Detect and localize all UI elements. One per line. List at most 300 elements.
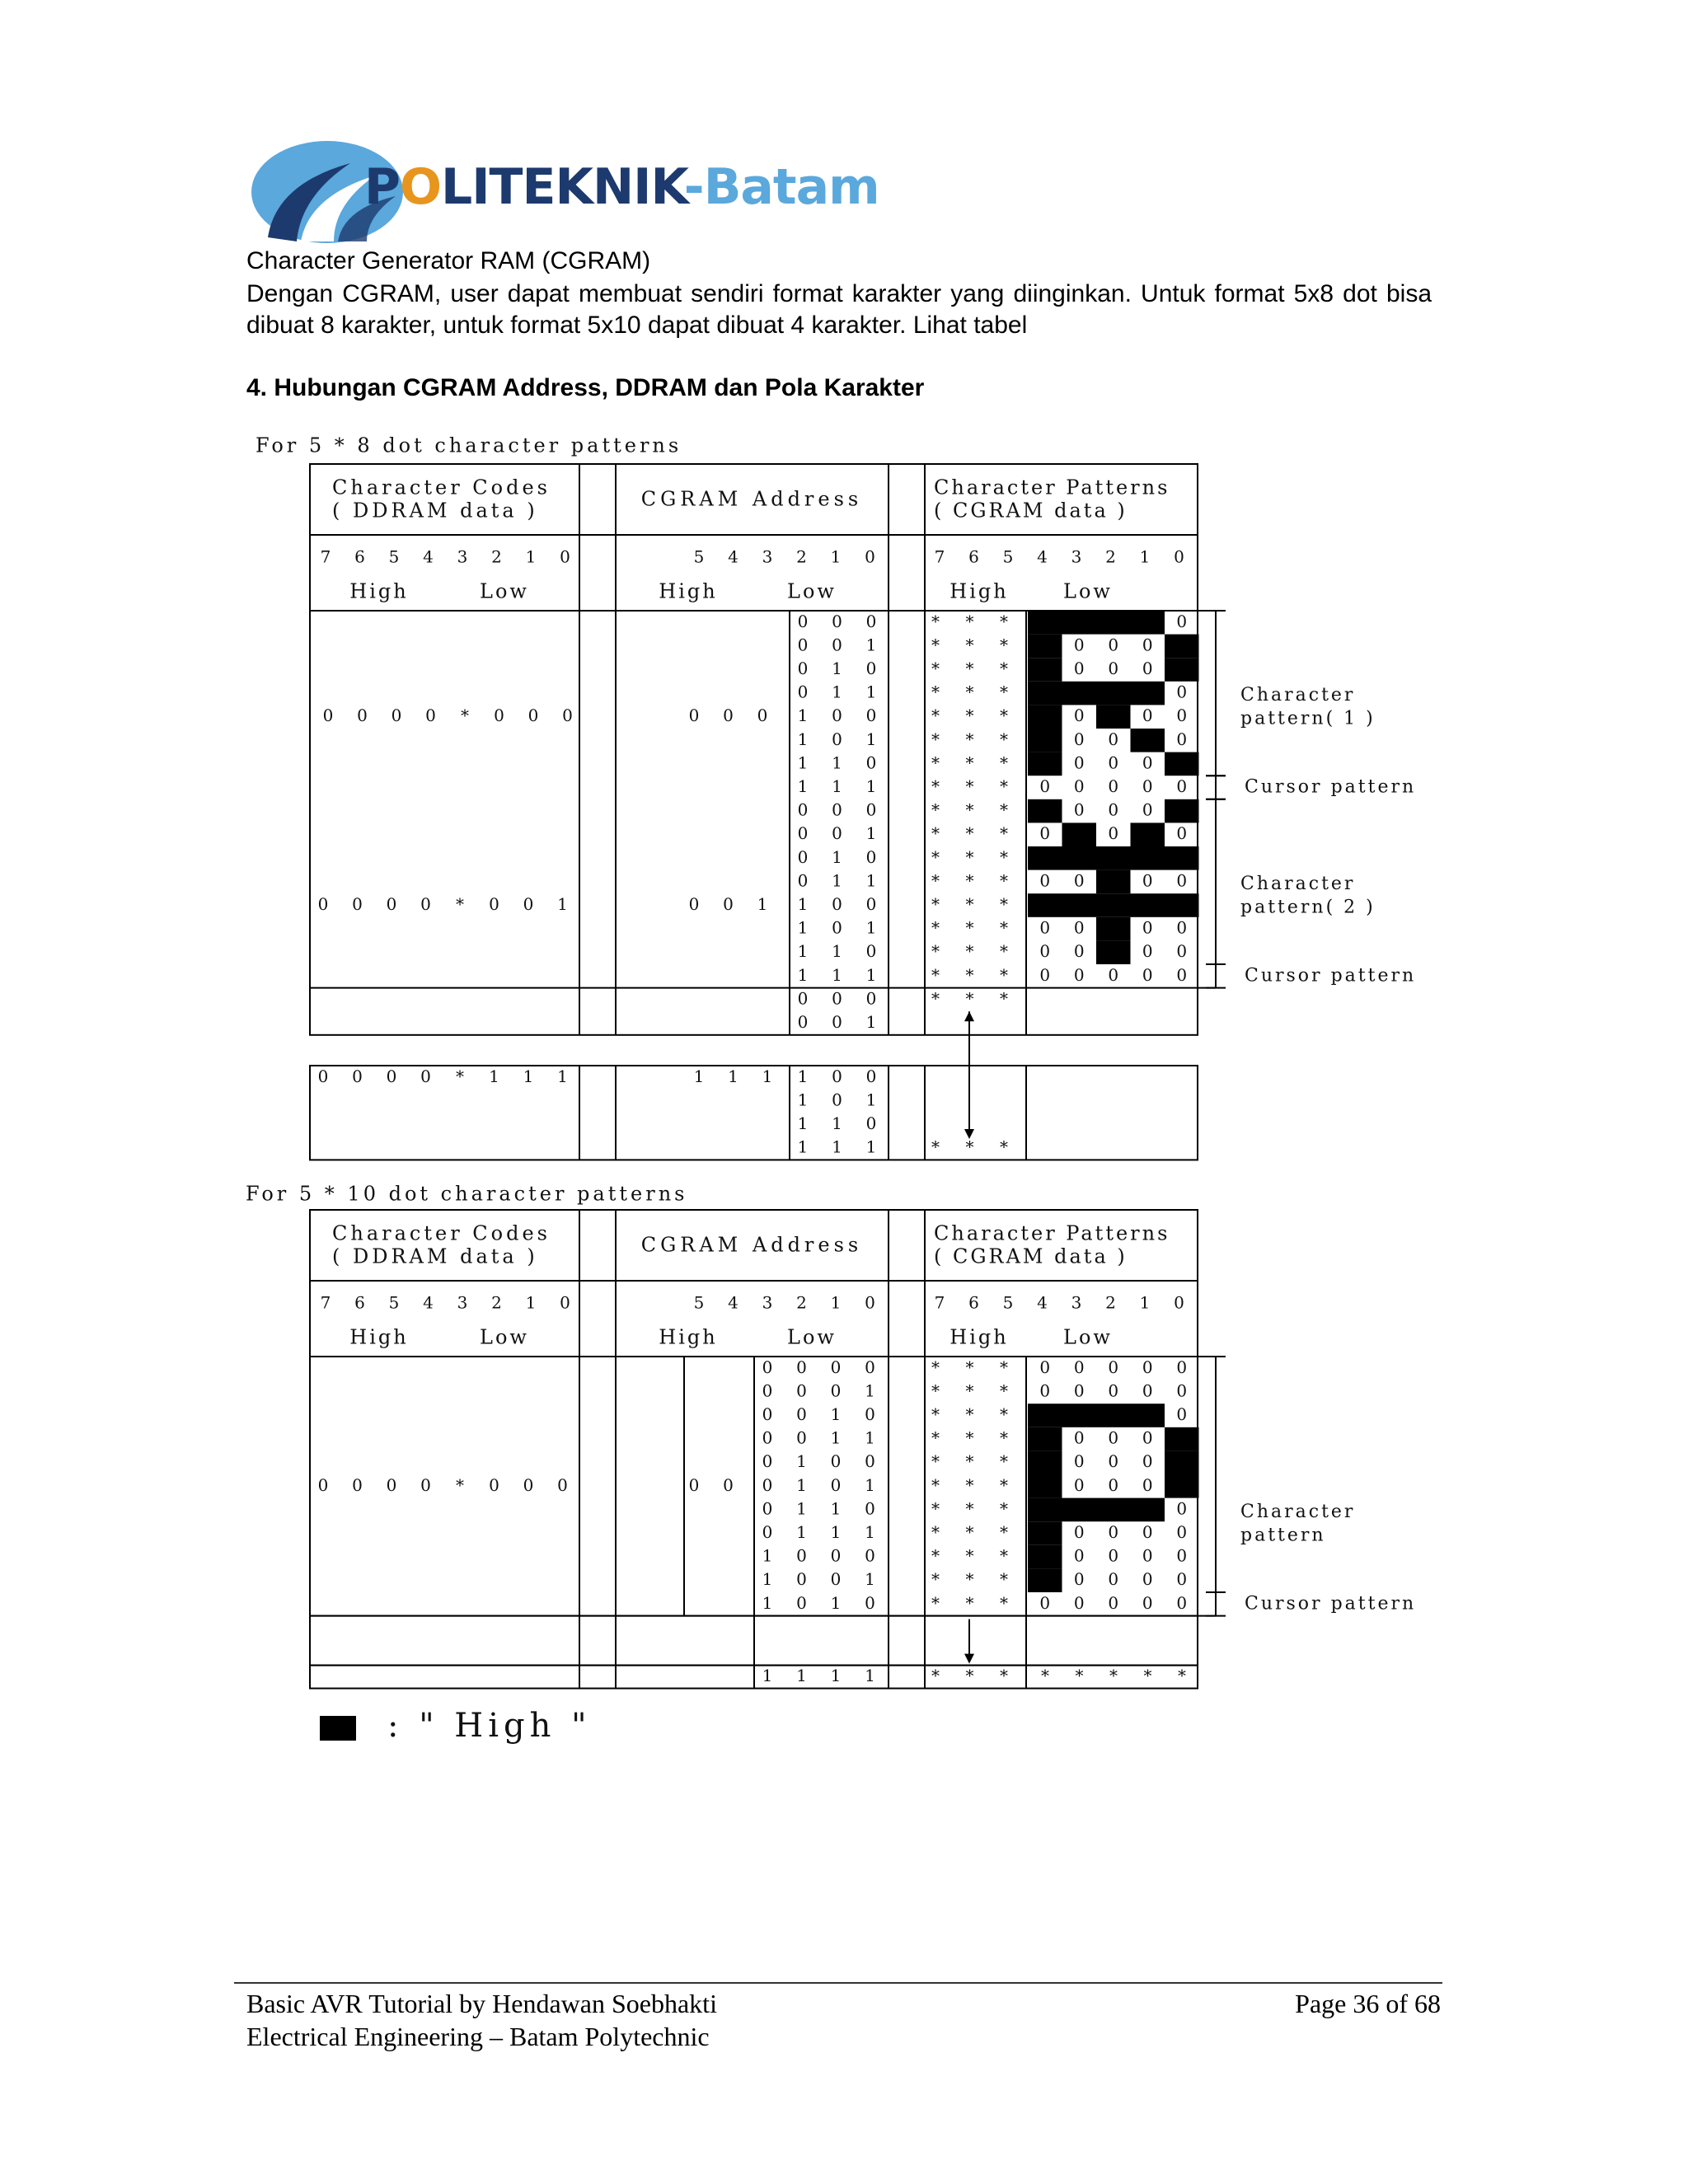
addr-low-digit: 1 [830,1498,842,1519]
pattern-cell-zero: 0 [1176,964,1188,985]
addr-low-digit: 1 [830,1592,842,1613]
cgram-address-header: CGRAM Address [640,487,863,511]
pattern-star: * [931,964,940,985]
pattern-star: * [931,1404,940,1424]
pattern-cell-zero: 0 [1142,705,1153,726]
pattern-cell-high [1062,682,1097,705]
pattern-star: * [1000,776,1008,796]
addr-low-digit: 0 [830,1474,842,1495]
addr-high-digit: 1 [693,1066,705,1086]
addr-high-digit: 0 [723,705,734,726]
ddram-code-digit: * [456,1066,464,1086]
pattern-cell-high [1028,893,1062,917]
addr-low-digit: 0 [797,870,809,891]
pattern-cell-high [1062,1498,1097,1522]
addr-low-digit: 0 [797,658,809,678]
pattern-star: * [931,1474,940,1495]
addr-low-digit: 0 [762,1380,773,1401]
pattern-star: * [931,799,940,820]
ddram-code-digit: 0 [562,705,573,726]
pattern-bit-label: 6 [968,1292,979,1313]
pattern-cell-zero: 0 [1073,964,1085,985]
pattern-cell-high [1028,635,1062,658]
pattern-cell-high [1096,1404,1131,1427]
addr-high-digit: 0 [688,894,700,914]
char-pattern-1-label: pattern( 1 ) [1240,708,1376,729]
pattern-star: * [1000,894,1008,914]
pattern-cell-high [1028,729,1062,752]
addr-bit-label: 5 [693,1292,705,1313]
pattern-cell-zero: 0 [1142,799,1153,820]
addr-low-digit: 1 [797,1137,809,1157]
pattern-star: * [931,611,940,631]
legend-text: : " High " [387,1707,592,1745]
char-patterns-header: Character Patterns [934,476,1170,499]
ddram-code-digit: 0 [317,1066,329,1086]
pattern-cell-zero: 0 [1176,1357,1188,1377]
addr-low-digit: 1 [832,752,842,773]
pattern-star: * [931,870,940,891]
addr-low-digit: 1 [832,682,842,702]
bit-label: 5 [388,546,400,567]
addr-low-digit: 1 [832,941,842,962]
addr-high-digit: 1 [762,1066,773,1086]
pattern-cell-zero: 0 [1108,729,1119,749]
pattern-star: * [1000,1569,1008,1590]
pattern-star: * [931,823,940,844]
addr-low-digit: 1 [797,776,809,796]
ddram-code-digit: 0 [523,894,534,914]
pattern-cell-zero: 0 [1176,1592,1188,1613]
pattern-star: * [965,870,974,891]
bit-label: 5 [388,1292,400,1313]
addr-low-digit: 1 [796,1498,807,1519]
pattern-cell-zero: 0 [1176,1380,1188,1401]
addr-low-digit: 1 [865,1380,875,1401]
addr-low-digit: 0 [865,611,877,631]
pattern-cell-high [1028,1498,1062,1522]
char-pattern-1-label: Character [1240,684,1356,705]
ddram-code-digit: 0 [352,894,363,914]
pattern-cell-high [1131,1498,1165,1522]
bit-label: 2 [491,546,502,567]
section-body: Dengan CGRAM, user dapat membuat sendiri format karakter yang diinginkan. Untuk format 5x8 dot bisa dibuat 8 karakter, untuk format 5x10 dapat dibuat 4 karakter. Lihat tabel [246,280,1432,339]
addr-low-digit: 1 [830,1666,842,1686]
pattern-star: * [965,941,974,962]
addr-low-digit: 0 [865,705,877,726]
pattern-star: * [1000,682,1008,702]
ddram-code-digit: 0 [317,1474,329,1495]
addr-high-digit: 1 [728,1066,738,1086]
pattern-star: * [965,823,974,844]
pattern-cell-high [1028,846,1062,870]
addr-low-digit: 0 [865,1498,875,1519]
pattern-star: * [931,776,940,796]
pattern-cell-zero: 0 [1108,1380,1119,1401]
ddram-code-digit: 0 [557,1474,568,1495]
ddram-code-digit: * [461,705,469,726]
pattern-star: * [931,1380,940,1401]
addr-low-digit: 1 [865,1427,875,1448]
pattern-star: * [931,988,940,1009]
pattern-cell-zero: 0 [1108,752,1119,773]
addr-low-digit: 0 [832,705,842,726]
page-number: Page 36 of 68 [1295,1989,1441,2018]
cursor-pattern-label: Cursor pattern [1245,776,1417,798]
pattern-cell-zero: 0 [1176,1545,1188,1566]
pattern-star: * [965,635,974,655]
addr-low-digit: 0 [865,1357,875,1377]
addr-low-digit: 1 [830,1522,842,1542]
pattern-cell-high [1165,1427,1199,1451]
pattern-cell-high [1131,893,1165,917]
addr-low-digit: 0 [832,917,842,938]
pattern-star: * [965,1451,974,1472]
pattern-cell-high [1062,893,1097,917]
addr-low-digit: 1 [797,964,809,985]
addr-low-digit: 1 [797,705,809,726]
pattern-star: * [1000,1137,1008,1157]
addr-high-digit: 0 [723,1474,734,1495]
footer-line-1: Basic AVR Tutorial by Hendawan Soebhakti [246,1989,717,2018]
pattern-star: * [931,1666,940,1686]
addr-low-digit: 1 [832,1113,842,1133]
addr-low-digit: 1 [796,1522,807,1542]
pattern-star: * [931,752,940,773]
pattern-cell-high [1131,729,1165,752]
addr-bit-label: 4 [728,546,738,567]
pattern-cell-high [1062,611,1097,635]
bit-label: 0 [560,1292,570,1313]
ddram-code-digit: 0 [489,1474,499,1495]
section-title: Character Generator RAM (CGRAM) [246,247,651,274]
addr-low-digit: 0 [832,988,842,1009]
ddram-code-digit: 0 [352,1474,363,1495]
pattern-cell-zero: 0 [1073,1427,1085,1448]
pattern-star: * [965,1427,974,1448]
pattern-cell-zero: 0 [1142,1451,1153,1472]
addr-high-label: High [659,579,718,603]
pattern-cell-zero: 0 [1073,658,1085,678]
pattern-star: * [965,988,974,1009]
pattern-star: * [965,799,974,820]
pattern-cell-zero: 0 [1176,1498,1188,1519]
pattern-cell-high [1096,940,1131,964]
pattern-star: * [965,894,974,914]
pattern-cell-zero: 0 [1108,823,1119,844]
addr-low-digit: 0 [797,1012,809,1032]
addr-low-digit: 0 [762,1427,773,1448]
ddram-code-digit: 0 [322,705,334,726]
addr-low-digit: 0 [762,1522,773,1542]
addr-low-digit: 0 [796,1404,807,1424]
pattern-star: * [931,1592,940,1613]
ddram-code-digit: 0 [420,1474,431,1495]
low-label: Low [480,579,529,603]
addr-low-digit: 0 [865,1113,877,1133]
addr-low-digit: 0 [762,1474,773,1495]
addr-low-digit: 0 [796,1427,807,1448]
pattern-cell-high [1062,823,1097,846]
pattern-star: * [965,1592,974,1613]
addr-low-digit: 1 [797,1066,809,1086]
brand-logo-text: POLITEKNIK-Batam [364,158,879,216]
addr-low-digit: 1 [865,1090,877,1110]
addr-low-digit: 0 [832,611,842,631]
pattern-star: * [1000,729,1008,749]
addr-low-digit: 1 [797,1113,809,1133]
pattern-cell-zero: 0 [1073,1380,1085,1401]
addr-low-digit: 0 [832,1090,842,1110]
addr-bit-label: 2 [796,546,807,567]
footer-divider [234,1982,1442,1984]
char-codes-subheader: ( DDRAM data ) [332,1244,538,1268]
pattern-low-label: Low [1063,579,1113,603]
addr-low-digit: 1 [865,729,877,749]
addr-high-digit: 1 [757,894,768,914]
pattern-star: * [931,729,940,749]
addr-low-digit: 0 [865,988,877,1009]
pattern-cell-high [1028,1521,1062,1545]
pattern-star: * [1000,1666,1008,1686]
pattern-star: * [931,1357,940,1377]
pattern-star: * [931,917,940,938]
pattern-star: * [965,964,974,985]
pattern-cell-high [1165,846,1199,870]
last-block-box [310,1066,1198,1160]
char-codes-subheader: ( DDRAM data ) [332,499,538,523]
addr-high-label: High [659,1325,718,1349]
addr-low-digit: 1 [797,1090,809,1110]
addr-low-digit: 0 [796,1380,807,1401]
pattern-cell-high [1096,611,1131,635]
addr-low-digit: 0 [832,729,842,749]
pattern-cell-high [1165,1474,1199,1498]
pattern-star: * [965,1569,974,1590]
addr-low-digit: 0 [865,752,877,773]
pattern-star: * [965,776,974,796]
pattern-cell-high [1165,893,1199,917]
addr-low-digit: 0 [832,1066,842,1086]
pattern-cell-high [1028,1404,1062,1427]
ddram-code-digit: 0 [386,1066,397,1086]
pattern-cell-zero: 0 [1039,941,1051,962]
addr-low-digit: 1 [797,729,809,749]
pattern-star: * [1000,799,1008,820]
pattern-star: * [1000,1451,1008,1472]
pattern-star: * [1000,823,1008,844]
pattern-cell-zero: 0 [1073,917,1085,938]
pattern-cell-high [1165,799,1199,823]
pattern-cell-high [1131,611,1165,635]
title-5x8: For 5 * 8 dot character patterns [256,434,682,457]
pattern-cell-high [1096,893,1131,917]
pattern-star: * [965,1137,974,1157]
pattern-star: * [931,1545,940,1566]
addr-bit-label: 3 [762,1292,773,1313]
char-patterns-subheader: ( CGRAM data ) [934,1244,1128,1268]
addr-low-digit: 0 [797,682,809,702]
pattern-bit-label: 5 [1002,546,1014,567]
pattern-cell-zero: 0 [1073,1474,1085,1495]
pattern-cell-zero: 0 [1176,823,1188,844]
pattern-cell-zero: 0 [1039,1592,1051,1613]
pattern-star: * [931,941,940,962]
pattern-star: * [1000,1522,1008,1542]
pattern-cell-zero: 0 [1142,1522,1153,1542]
arrow-head [964,1011,974,1021]
pattern-cell-zero: 0 [1142,635,1153,655]
addr-bit-label: 0 [865,546,875,567]
pattern-cell-high [1096,917,1131,941]
pattern-bit-label: 3 [1071,546,1082,567]
pattern-star: * [965,658,974,678]
pattern-cell-high [1131,823,1165,846]
pattern-cell-zero: 0 [1142,964,1153,985]
addr-low-digit: 0 [762,1498,773,1519]
addr-low-digit: 0 [762,1357,773,1377]
pattern-cell-high [1096,870,1131,894]
addr-low-digit: 1 [865,1522,875,1542]
pattern-star: * [1000,752,1008,773]
pattern-star: * [1075,1666,1084,1686]
ddram-code-digit: 0 [317,894,329,914]
bit-label: 4 [423,546,434,567]
pattern-cell-zero: 0 [1108,1474,1119,1495]
addr-low-digit: 0 [832,1012,842,1032]
bit-label: 1 [525,1292,537,1313]
addr-high-digit: 0 [723,894,734,914]
addr-low-digit: 1 [832,776,842,796]
addr-bit-label: 1 [830,1292,842,1313]
pattern-cell-zero: 0 [1039,870,1051,891]
bit-label: 2 [491,1292,502,1313]
pattern-cell-high [1131,846,1165,870]
ddram-code-digit: 0 [386,894,397,914]
pattern-star: * [965,729,974,749]
addr-low-digit: 1 [865,1012,877,1032]
addr-low-digit: 0 [832,799,842,820]
pattern-cell-zero: 0 [1142,1380,1153,1401]
addr-low-digit: 1 [762,1569,773,1590]
pattern-low-label: Low [1063,1325,1113,1349]
pattern-cell-zero: 0 [1039,823,1051,844]
section-subheading: 4. Hubungan CGRAM Address, DDRAM dan Pola Karakter [246,374,925,401]
addr-low-digit: 0 [797,846,809,867]
addr-low-digit: 1 [865,1137,877,1157]
pattern-star: * [1000,941,1008,962]
addr-low-digit: 1 [830,1404,842,1424]
pattern-star: * [931,658,940,678]
pattern-star: * [1000,846,1008,867]
pattern-cell-zero: 0 [1039,1357,1051,1377]
pattern-cell-zero: 0 [1108,1427,1119,1448]
pattern-cell-zero: 0 [1108,658,1119,678]
pattern-star: * [965,1498,974,1519]
pattern-cell-high [1028,658,1062,682]
pattern-cell-high [1131,1404,1165,1427]
addr-low-digit: 0 [796,1545,807,1566]
pattern-bit-label: 0 [1174,1292,1184,1313]
addr-low-digit: 0 [832,894,842,914]
pattern-cell-zero: 0 [1142,1357,1153,1377]
addr-low-digit: 0 [830,1451,842,1472]
pattern-cell-zero: 0 [1073,1592,1085,1613]
pattern-star: * [931,1498,940,1519]
addr-low-digit: 1 [832,658,842,678]
ddram-code-digit: 1 [557,1066,568,1086]
pattern-bit-label: 0 [1174,546,1184,567]
pattern-star: * [1000,1427,1008,1448]
addr-low-digit: 0 [865,1592,875,1613]
pattern-star: * [931,1427,940,1448]
bit-label: 1 [525,546,537,567]
addr-low-digit: 0 [796,1592,807,1613]
addr-low-digit: 0 [796,1357,807,1377]
char-codes-header: Character Codes [332,1221,551,1245]
pattern-cell-zero: 0 [1073,1545,1085,1566]
bit-label: 0 [560,546,570,567]
ddram-code-digit: 0 [489,894,499,914]
pattern-star: * [1000,1380,1008,1401]
pattern-cell-zero: 0 [1142,870,1153,891]
pattern-cell-zero: 0 [1073,1357,1085,1377]
pattern-cell-zero: 0 [1039,964,1051,985]
pattern-bit-label: 2 [1105,546,1116,567]
addr-low-digit: 1 [797,752,809,773]
addr-low-digit: 1 [832,846,842,867]
pattern-cell-zero: 0 [1176,705,1188,726]
ddram-code-digit: 0 [425,705,436,726]
pattern-cell-high [1131,682,1165,705]
addr-low-digit: 0 [830,1569,842,1590]
pattern-bit-label: 3 [1071,1292,1082,1313]
addr-low-digit: 0 [797,799,809,820]
high-label: High [349,1325,409,1349]
addr-low-digit: 1 [832,870,842,891]
pattern-cell-zero: 0 [1073,635,1085,655]
addr-low-digit: 1 [865,635,877,655]
addr-low-digit: 0 [762,1451,773,1472]
pattern-cell-zero: 0 [1142,1545,1153,1566]
ddram-code-digit: 0 [494,705,504,726]
pattern-cell-zero: 0 [1176,1522,1188,1542]
pattern-star: * [965,1545,974,1566]
addr-low-digit: 0 [797,611,809,631]
pattern-star: * [1000,635,1008,655]
pattern-cell-high [1028,799,1062,823]
addr-low-digit: 0 [797,635,809,655]
pattern-cell-high [1165,658,1199,682]
pattern-cell-zero: 0 [1039,776,1051,796]
addr-low-digit: 1 [762,1592,773,1613]
pattern-cell-high [1096,1498,1131,1522]
pattern-star: * [965,1357,974,1377]
pattern-star: * [1000,1404,1008,1424]
addr-low-digit: 1 [762,1666,773,1686]
pattern-bit-label: 4 [1037,1292,1048,1313]
addr-low-digit: 0 [865,1451,875,1472]
pattern-cell-high [1096,682,1131,705]
pattern-star: * [931,1522,940,1542]
pattern-star: * [1000,1357,1008,1377]
pattern-star: * [1000,917,1008,938]
addr-low-digit: 1 [832,1137,842,1157]
pattern-cell-zero: 0 [1039,1380,1051,1401]
pattern-cell-zero: 0 [1108,1522,1119,1542]
addr-low-digit: 0 [762,1404,773,1424]
pattern-star: * [1000,611,1008,631]
